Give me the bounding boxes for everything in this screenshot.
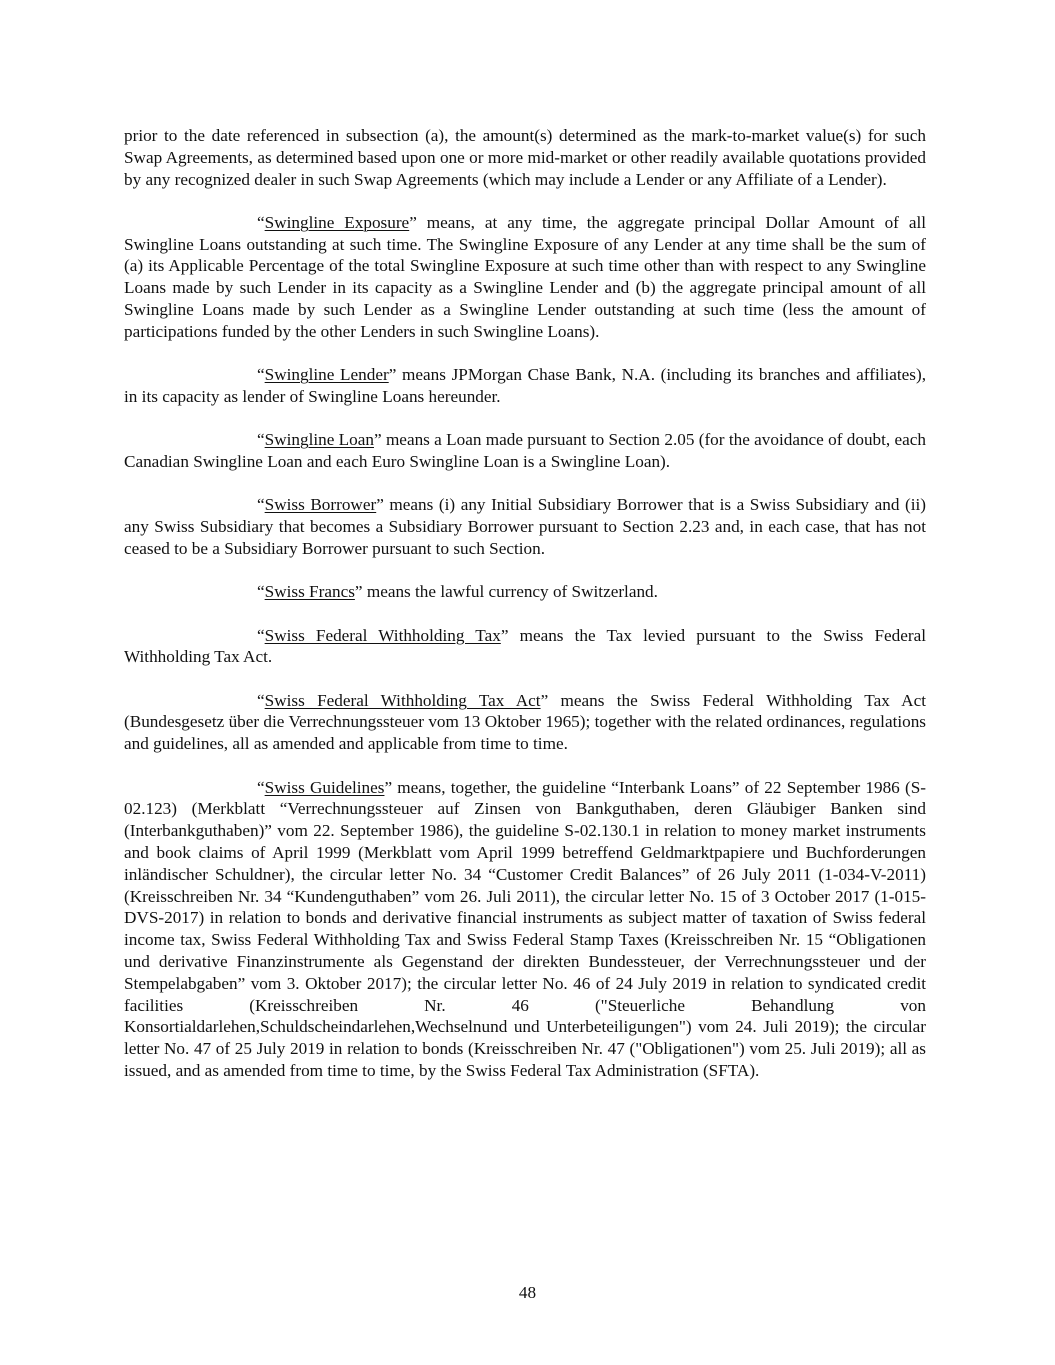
definition-paragraph-swingline-loan: “Swingline Loan” means a Loan made pursuant to Section 2.05 (for the avoidance of doubt, each Canadian Swingline Loan and each Euro Swingline Loan is a Swingline Loan). (124, 430, 926, 472)
defined-term: Swiss Federal Withholding Tax (264, 625, 501, 645)
definition-paragraph-swingline-lender: “Swingline Lender” means JPMorgan Chase Bank, N.A. (including its branches and affiliates), in its capacity as lender of Swingline Loans hereunder. (124, 365, 927, 406)
paragraph-body: means (i) any Initial Subsidiary Borrower that is a Swiss Subsidiary and (ii) any Swiss Subsidiary that becomes a Subsidiary Borrower pursuant to Section 2.23 and, in each case, that has not ceased to be a Subsidiary Borrower pursuant to such Section. (124, 495, 926, 558)
definition-paragraph-swiss-francs: “Swiss Francs” means the lawful currency of Switzerland. (257, 582, 658, 602)
definition-paragraph-swiss-federal-withholding-tax: “Swiss Federal Withholding Tax” means the Tax levied pursuant to the Swiss Federal Withholding Tax Act. (124, 625, 926, 667)
paragraph-body: means, at any time, the aggregate principal Dollar Amount of all Swingline Loans outstanding at such time. The Swingline Exposure of any Lender at any time shall be the sum of (a) its Applicable Percentage of the total Swingline Exposure at such time other than with respect to any Swingline Loans made by such Lender in its capacity as a Swingline Lender and (b) the aggregate principal amount of all Swingline Loans made by such Lender as a Swingline Lender outstanding at such time (less the amount of participations funded by the other Lenders in such Swingline Loans). (124, 212, 927, 341)
defined-term: Swingline Lender (264, 365, 389, 385)
paragraph-body: means, together, the guideline “Interbank Loans” of 22 September 1986 (S- 02.123) (Merkblatt “Verrechnungssteuer auf Zinsen von Bankguthaben, deren Gläubiger Banken sind (Interbankguthaben)” vom 22. September 1986), the guideline S-02.130.1 in relation to money market instruments and book claims of April 1999 (Merkblatt vom April 1999 betreffend Geldmarktpapiere und Buchforderungen inländischer Schuldner), the circular letter No. 34 “Customer Credit Balances” of 26 July 2011 (1-034-V-2011) (Kreisschreiben Nr. 34 “Kundenguthaben” vom 26. Juli 2011), the circular letter No. 15 of 3 October 2017 (1-015-DVS-2017) in relation to bonds and derivative financial instruments as subject matter of taxation of Swiss federal income tax, Swiss Federal Withholding Tax and Swiss Federal Stamp Taxes (Kreisschreiben Nr. 15 “Obligationen und derivative Finanzinstrumente als Gegenstand der direkten Bundessteuer, der Verrechnungssteuer und der Stempelabgaben” vom 3. Oktober 2017); the circular letter No. 46 of 24 July 2019 in relation to syndicated credit facilities (Kreisschreiben Nr. 46 ("Steuerliche Behandlung von Konsortialdarlehen,Schuldscheindarlehen,Wechselnund und Unterbeteiligungen") vom 24. Juli 2019); the circular letter No. 47 of 25 July 2019 in relation to bonds (Kreisschreiben Nr. 47 ("Obligationen") vom 25. Juli 2019); all as issued, and as amended from time to time, by the Swiss Federal Tax Administration (SFTA). (124, 777, 926, 1080)
document-page (124, 125, 926, 1103)
paragraph-body: means JPMorgan Chase Bank, N.A. (including its branches and affiliates), in its capacity as lender of Swingline Loans hereunder. (124, 365, 927, 406)
defined-term: Swiss Federal Withholding Tax Act (264, 690, 541, 710)
definition-paragraph-swiss-federal-withholding-tax-act: “Swiss Federal Withholding Tax Act” means the Swiss Federal Withholding Tax Act (Bundesgesetz über die Verrechnungssteuer vom 13 Oktober 1965); together with the related ordinances, regulations and guidelines, all as amended and applicable from time to time. (124, 690, 927, 754)
page-number: 48 (518, 1283, 537, 1302)
paragraph-body: means the lawful currency of Switzerland. (362, 582, 658, 602)
defined-term: Swiss Francs (264, 582, 355, 602)
paragraph-body: means a Loan made pursuant to Section 2.05 (for the avoidance of doubt, each Canadian Swingline Loan and each Euro Swingline Loan is a Swingline Loan). (124, 430, 926, 472)
paragraph-body: means the Tax levied pursuant to the Swiss Federal Withholding Tax Act. (124, 625, 926, 667)
defined-term: Swingline Exposure (264, 212, 410, 232)
definition-paragraph-swiss-guidelines: “Swiss Guidelines” means, together, the guideline “Interbank Loans” of 22 September 1986 (S- 02.123) (Merkblatt “Verrechnungssteuer auf Zinsen von Bankguthaben, deren Gläubiger Banken sind (Interbankguthaben)” vom 22. September 1986), the guideline S-02.130.1 in relation to money market instruments and book claims of April 1999 (Merkblatt vom April 1999 betreffend Geldmarktpapiere und Buchforderungen inländischer Schuldner), the circular letter No. 34 “Customer Credit Balances” of 26 July 2011 (1-034-V-2011) (Kreisschreiben Nr. 34 “Kundenguthaben” vom 26. Juli 2011), the circular letter No. 15 of 3 October 2017 (1-015-DVS-2017) in relation to bonds and derivative financial instruments as subject matter of taxation of Swiss federal income tax, Swiss Federal Withholding Tax and Swiss Federal Stamp Taxes (Kreisschreiben Nr. 15 “Obligationen und derivative Finanzinstrumente als Gegenstand der direkten Bundessteuer, der Verrechnungssteuer und der Stempelabgaben” vom 3. Oktober 2017); the circular letter No. 46 of 24 July 2019 in relation to syndicated credit facilities (Kreisschreiben Nr. 46 ("Steuerliche Behandlung von Konsortialdarlehen,Schuldscheindarlehen,Wechselnund und Unterbeteiligungen") vom 24. Juli 2019); the circular letter No. 47 of 25 July 2019 in relation to bonds (Kreisschreiben Nr. 47 ("Obligationen") vom 25. Juli 2019); all as issued, and as amended from time to time, by the Swiss Federal Tax Administration (SFTA). (124, 777, 926, 1080)
paragraph-body: means the Swiss Federal Withholding Tax Act (Bundesgesetz über die Verrechnungssteuer vom 13 Oktober 1965); together with the related ordinances, regulations and guidelines, all as amended and applicable from time to time. (124, 690, 927, 754)
paragraph-body: prior to the date referenced in subsection (a), the amount(s) determined as the mark-to-market value(s) for such Swap Agreements, as determined based upon one or more mid-market or other readily available quotations provided by any recognized dealer in such Swap Agreements (which may include a Lender or any Affiliate of a Lender). (124, 126, 926, 189)
defined-term: Swingline Loan (264, 430, 374, 450)
definition-paragraph-swingline-exposure: “Swingline Exposure” means, at any time, the aggregate principal Dollar Amount of all Swingline Loans outstanding at such time. The Swingline Exposure of any Lender at any time shall be the sum of (a) its Applicable Percentage of the total Swingline Exposure at such time other than with respect to any Swingline Loans made by such Lender in its capacity as a Swingline Lender and (b) the aggregate principal amount of all Swingline Loans made by such Lender as a Swingline Lender outstanding at such time (less the amount of participations funded by the other Lenders in such Swingline Loans). (124, 212, 927, 341)
defined-term: Swiss Borrower (264, 495, 377, 515)
defined-term: Swiss Guidelines (264, 777, 385, 797)
definition-paragraph-swap-continuation (124, 125, 926, 190)
definition-paragraph-swiss-borrower: “Swiss Borrower” means (i) any Initial Subsidiary Borrower that is a Swiss Subsidiary and (ii) any Swiss Subsidiary that becomes a Subsidiary Borrower pursuant to Section 2.23 and, in each case, that has not ceased to be a Subsidiary Borrower pursuant to such Section. (124, 495, 926, 558)
